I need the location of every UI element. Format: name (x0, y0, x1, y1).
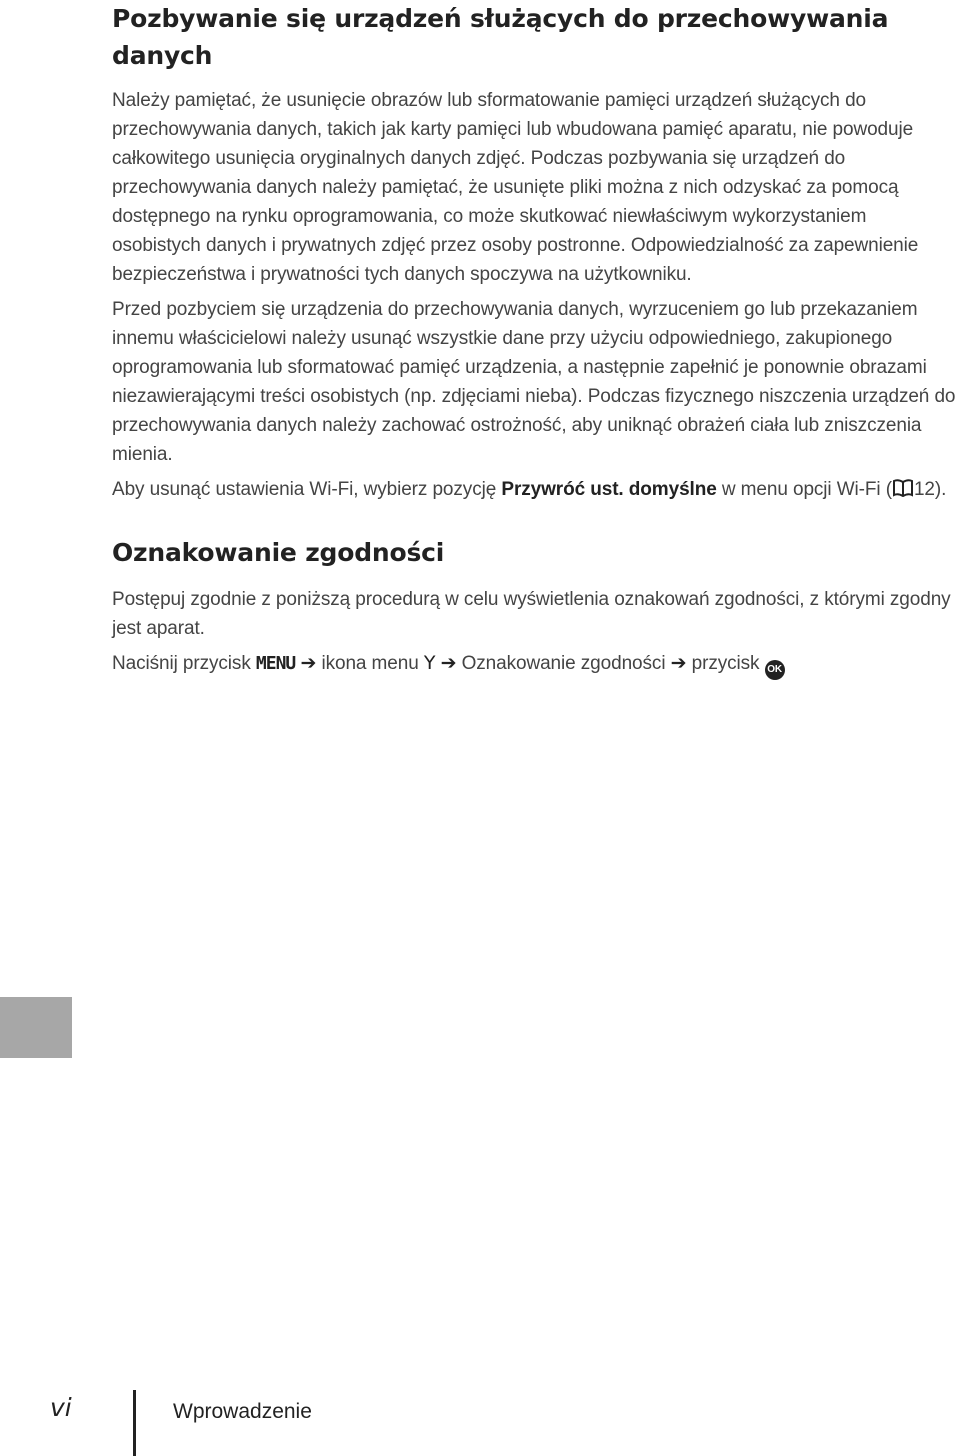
main-content (112, 0, 958, 686)
arrow-right-icon: ➔ (300, 652, 317, 674)
wifi-reset-option: Przywróć ust. domyślne (501, 479, 717, 500)
paragraph-disposal-1: Należy pamiętać, że usunięcie obrazów lub sformatowanie pamięci urządzeń służących do przechowywania danych, takich jak karty pamięci lub wbudowana pamięć aparatu, nie powoduje całkowitego usunięcia oryginalnych danych zdjęć. Podczas pozbywania się urządzeń do przechowywania danych należy pamiętać, że usunięte pliki można z nich odzyskać za pomocą dostępnego na rynku oprogramowania, co może skutkować niewłaściwym wykorzystaniem osobistych danych i prywatnych zdjęć przez osoby postronne. Odpowiedzialność za zapewnienie bezpieczeństwa i prywatności tych danych spoczywa na użytkowniku. (112, 90, 919, 285)
chapter-side-tab (0, 997, 72, 1058)
wifi-reset-suffix: ). (934, 479, 947, 500)
section-heading-compliance: Oznakowanie zgodności (112, 538, 445, 567)
arrow-right-icon: ➔ (440, 652, 457, 674)
step-item: Oznakowanie zgodności (456, 653, 671, 674)
footer-divider (133, 1390, 136, 1456)
page-number: vi (50, 1393, 72, 1422)
section-heading-disposal: Pozbywanie się urządzeń służących do przechowywania danych (112, 4, 889, 70)
page-reference: 12 (913, 479, 935, 500)
book-icon (892, 479, 914, 497)
paragraph-compliance-1: Postępuj zgodnie z poniższą procedurą w celu wyświetlenia oznakowań zgodności, z którymi zgodny jest aparat. (112, 589, 951, 639)
paragraph-compliance-steps (112, 649, 958, 680)
wrench-icon: Y (423, 652, 436, 674)
wifi-reset-prefix: Aby usunąć ustawienia Wi-Fi, wybierz pozycję (112, 479, 502, 500)
step-icon-menu: ikona menu (316, 653, 424, 674)
step-button: przycisk (686, 653, 765, 674)
footer-section-title: Wprowadzenie (173, 1400, 312, 1423)
ok-button-icon: OK (765, 660, 785, 680)
wifi-reset-mid: w menu opcji Wi-Fi ( (716, 479, 892, 500)
paragraph-disposal-2: Przed pozbyciem się urządzenia do przechowywania danych, wyrzuceniem go lub przekazaniem innemu właścicielowi należy usunąć wszystkie dane przy użyciu odpowiedniego, zakupionego oprogramowania lub sformatować pamięć urządzenia, a następnie zapełnić je ponownie obrazami niezawierającymi treści osobistych (np. zdjęciami nieba). Podczas fizycznego niszczenia urządzeń do przechowywania danych należy zachować ostrożność, aby uniknąć obrażeń ciała lub zniszczenia mienia. (112, 299, 956, 465)
menu-button-icon: MENU (255, 653, 296, 674)
paragraph-wifi-reset (112, 475, 958, 504)
arrow-right-icon: ➔ (670, 652, 687, 674)
step-prefix: Naciśnij przycisk (112, 653, 256, 674)
